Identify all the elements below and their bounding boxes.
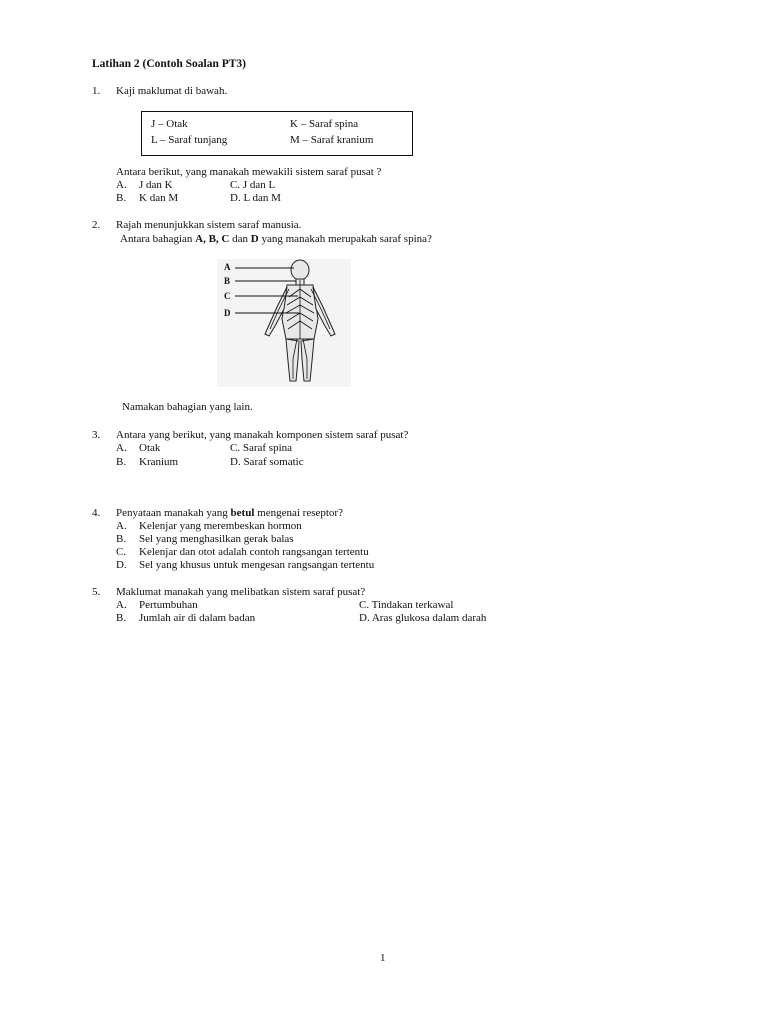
q5-number: 5. — [92, 586, 101, 598]
q1-option-a-letter: A. — [116, 179, 127, 191]
q4-option-b: Sel yang menghasilkan gerak balas — [139, 533, 294, 545]
q1-box-item-m: M – Saraf kranium — [290, 134, 374, 146]
q5-option-d: D. Aras glukosa dalam darah — [359, 612, 487, 624]
q2-followup: Namakan bahagian yang lain. — [122, 401, 253, 413]
q1-box-item-j: J – Otak — [151, 118, 188, 130]
q3-text: Antara yang berikut, yang manakah komponen sistem saraf pusat? — [116, 429, 409, 441]
q5-option-b: Jumlah air di dalam badan — [139, 612, 256, 624]
q4-option-b-letter: B. — [116, 533, 127, 545]
page-number: 1 — [380, 952, 386, 964]
q3-option-b-letter: B. — [116, 456, 127, 468]
q1-question: Antara berikut, yang manakah mewakili sistem saraf pusat ? — [116, 166, 382, 178]
q2-question: Antara bahagian A, B, C dan D yang manakah merupakah saraf spina? — [120, 233, 432, 245]
q2-number: 2. — [92, 219, 101, 231]
q1-box-item-k: K – Saraf spina — [290, 118, 359, 130]
q5-text: Maklumat manakah yang melibatkan sistem saraf pusat? — [116, 586, 366, 598]
q2-text: Rajah menunjukkan sistem saraf manusia. — [116, 219, 302, 231]
q5-option-a: Pertumbuhan — [139, 599, 198, 611]
human-body-illustration — [217, 259, 351, 387]
q1-box-item-l: L – Saraf tunjang — [151, 134, 228, 146]
q1-option-b-letter: B. — [116, 192, 127, 204]
worksheet-title: Latihan 2 (Contoh Soalan PT3) — [92, 58, 247, 70]
q4-option-d: Sel yang khusus untuk mengesan rangsangan tertentu — [139, 559, 375, 571]
q3-option-a: Otak — [139, 442, 161, 454]
q3-number: 3. — [92, 429, 101, 441]
q1-text: Kaji maklumat di bawah. — [116, 85, 228, 97]
q3-option-c: C. Saraf spina — [230, 442, 293, 454]
figure-label-b: B — [224, 276, 231, 286]
q1-option-a: J dan K — [139, 179, 173, 191]
q1-option-b: K dan M — [139, 192, 179, 204]
q3-option-d: D. Saraf somatic — [230, 456, 304, 468]
q1-option-c: C. J dan L — [230, 179, 276, 191]
q4-option-d-letter: D. — [116, 559, 127, 571]
q5-option-c: C. Tindakan terkawal — [359, 599, 454, 611]
q1-number: 1. — [92, 85, 101, 97]
q5-option-b-letter: B. — [116, 612, 127, 624]
q4-text: Penyataan manakah yang betul mengenai reseptor? — [116, 507, 343, 519]
q4-option-c-letter: C. — [116, 546, 127, 558]
q1-option-d: D. L dan M — [230, 192, 281, 204]
figure-label-c: C — [224, 291, 231, 301]
q4-option-a: Kelenjar yang merembeskan hormon — [139, 520, 302, 532]
q4-number: 4. — [92, 507, 101, 519]
figure-label-a: A — [224, 262, 231, 272]
nervous-system-figure — [217, 259, 351, 387]
figure-label-d: D — [224, 308, 231, 318]
q3-option-b: Kranium — [139, 456, 179, 468]
q3-option-a-letter: A. — [116, 442, 127, 454]
q4-option-a-letter: A. — [116, 520, 127, 532]
q5-option-a-letter: A. — [116, 599, 127, 611]
q4-option-c: Kelenjar dan otot adalah contoh rangsangan tertentu — [139, 546, 369, 558]
